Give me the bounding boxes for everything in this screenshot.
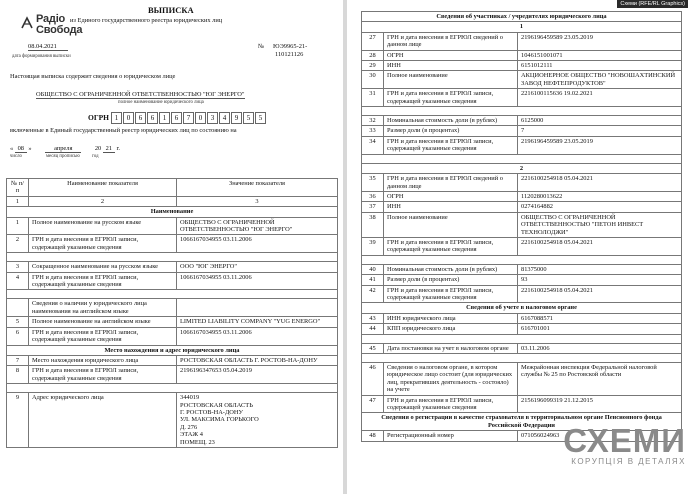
row-label: Дата постановки на учет в налоговом органе (384, 343, 518, 353)
table-row (362, 313, 682, 323)
table-row (7, 235, 338, 253)
table-row (362, 89, 682, 107)
table-header (7, 179, 338, 197)
row-number: 2 (7, 235, 29, 253)
extract-number-line2: 110121126 (275, 51, 304, 58)
row-number: 47 (362, 395, 384, 413)
state-date (10, 145, 120, 153)
table-row (362, 126, 682, 136)
row-label: ГРН и дата внесения в ЕГРЮЛ записи, содержащей указанные сведения (384, 395, 518, 413)
row-value: 616701001 (518, 324, 682, 334)
row-label: Полное наименование на английском языке (29, 317, 177, 327)
row-value: 6151012111 (518, 61, 682, 71)
ogrn-digit: 3 (207, 112, 218, 124)
ogrn-digit: 0 (123, 112, 134, 124)
index-2: 2 (29, 196, 177, 206)
row-value: РОСТОВСКАЯ ОБЛАСТЬ Г. РОСТОВ-НА-ДОНУ (177, 355, 338, 365)
section-name: Наименование (7, 207, 338, 217)
section-row (362, 303, 682, 313)
table-row (362, 32, 682, 50)
table-row (362, 71, 682, 89)
table-row (7, 217, 338, 235)
intro-text: Настоящая выписка содержит сведения о юридическом лице (10, 73, 176, 80)
row-number: 45 (362, 343, 384, 353)
row-label: Сокращенное наименование на русском языке (29, 262, 177, 272)
ogrn-boxes (111, 112, 267, 124)
table-row (7, 327, 338, 345)
row-number: 41 (362, 275, 384, 285)
state-year: 21 (103, 145, 115, 153)
row-number: 8 (7, 366, 29, 384)
group-row (362, 154, 682, 163)
radio-logo-line2: Свобода (36, 24, 83, 36)
row-number: 4 (7, 272, 29, 290)
row-label: ИНН юридического лица (384, 313, 518, 323)
row-value: ОБЩЕСТВО С ОГРАНИЧЕННОЙ ОТВЕТСТВЕННОСТЬЮ "ПЕТОН ИНВЕСТ ТЕХНОЛОДЖИ" (518, 212, 682, 237)
extract-table-left (6, 178, 338, 448)
table-row (362, 395, 682, 413)
table-row (7, 272, 338, 290)
row-number: 7 (7, 355, 29, 365)
row-value: 2196196459589 23.05.2019 (518, 136, 682, 154)
row-value: 1066167034955 03.11.2006 (177, 327, 338, 345)
row-number: 5 (7, 317, 29, 327)
row-value: 1066167034955 03.11.2006 (177, 235, 338, 253)
group-row (362, 163, 682, 173)
row-number: 42 (362, 285, 384, 303)
ogrn-label: ОГРН (88, 113, 110, 122)
ogrn-digit: 6 (171, 112, 182, 124)
row-number: 46 (362, 363, 384, 396)
state-quote-open: « (10, 145, 14, 152)
row-value: 93 (518, 275, 682, 285)
row-number: 48 (362, 431, 384, 441)
row-number: 9 (7, 393, 29, 448)
table-row (362, 237, 682, 255)
row-value: 2216100254918 05.04.2021 (518, 174, 682, 192)
table-row (7, 262, 338, 272)
row-value: 1066167034955 03.11.2006 (177, 272, 338, 290)
row-label: ГРН и дата внесения в ЕГРЮЛ записи, содержащей указанные сведения (384, 285, 518, 303)
table-row (7, 317, 338, 327)
skhemy-brand: СХЕМИ (563, 422, 686, 459)
table-row (362, 324, 682, 334)
row-label: ГРН и дата внесения в ЕГРЮЛ записи, содержащей указанные сведения (384, 237, 518, 255)
ogrn-digit: 1 (111, 112, 122, 124)
row-number: 29 (362, 61, 384, 71)
table-row (362, 275, 682, 285)
row-label: ГРН и дата внесения в ЕГРЮЛ записи, содержащей указанные сведения (384, 136, 518, 154)
row-label: Регистрационный номер (384, 431, 518, 441)
table-row (7, 299, 338, 317)
state-year-prefix: 20 (94, 145, 102, 152)
row-number: 40 (362, 264, 384, 274)
row-label: КПП юридического лица (384, 324, 518, 334)
table-row (362, 116, 682, 126)
ogrn-digit: 5 (243, 112, 254, 124)
row-label: ГРН и дата внесения в ЕГРЮЛ записи, содержащей указанные сведения (29, 235, 177, 253)
caption-year: год (92, 154, 99, 159)
state-day: 08 (15, 145, 27, 153)
section-address: Место нахождения и адрес юридического лица (7, 345, 338, 355)
left-rows-names (7, 217, 338, 345)
table-row (362, 50, 682, 60)
table-row (7, 393, 338, 448)
section-pension: Сведения о регистрации в качестве страхователя в территориальном органе Пенсионного фонда Российской Федерации (362, 413, 682, 431)
skhemy-watermark (563, 424, 686, 466)
row-number: 3 (7, 262, 29, 272)
extract-number-line1: ЮЭ9965-21- (273, 43, 308, 50)
row-label: ГРН и дата внесения в ЕГРЮЛ сведений о данном лице (384, 32, 518, 50)
left-rows-address (7, 355, 338, 447)
row-label: Полное наименование (384, 71, 518, 89)
row-value: 071056024963 (518, 431, 682, 441)
state-quote-close: » (28, 145, 32, 152)
table-row (362, 363, 682, 396)
row-value: 1046151001071 (518, 50, 682, 60)
table-index-row (7, 196, 338, 206)
row-number: 38 (362, 212, 384, 237)
row-label: ГРН и дата внесения в ЕГРЮЛ сведений о данном лице (384, 174, 518, 192)
header-name: Наименование показателя (29, 179, 177, 197)
row-value: 1120280013622 (518, 191, 682, 201)
row-label: ГРН и дата внесения в ЕГРЮЛ записи, содержащей указанные сведения (29, 366, 177, 384)
ogrn-digit: 9 (231, 112, 242, 124)
row-label: Номинальная стоимость доли (в рублях) (384, 264, 518, 274)
row-number: 37 (362, 202, 384, 212)
row-value: 7 (518, 126, 682, 136)
row-number: 33 (362, 126, 384, 136)
row-number: 31 (362, 89, 384, 107)
row-label: Номинальная стоимость доли (в рублях) (384, 116, 518, 126)
row-value: ОБЩЕСТВО С ОГРАНИЧЕННОЙ ОТВЕТСТВЕННОСТЬЮ "ЮГ ЭНЕРГО" (177, 217, 338, 235)
table-row (362, 285, 682, 303)
header-num: № п/п (7, 179, 29, 197)
row-number: 34 (362, 136, 384, 154)
row-value: 2196196459589 23.05.2019 (518, 32, 682, 50)
caption-month: месяц прописью (46, 154, 80, 159)
row-value: АКЦИОНЕРНОЕ ОБЩЕСТВО "НОВОШАХТИНСКИЙ ЗАВОД НЕФТЕПРОДУКТОВ" (518, 71, 682, 89)
right-rows-tax (362, 313, 682, 413)
table-row (362, 61, 682, 71)
row-number: 35 (362, 174, 384, 192)
row-label: Размер доли (в процентах) (384, 126, 518, 136)
table-row (362, 136, 682, 154)
founder-group-1: 1 (362, 22, 682, 32)
row-value: 2156196099319 21.12.2015 (518, 395, 682, 413)
row-number (7, 299, 29, 317)
row-label: ОГРН (384, 50, 518, 60)
company-full-name: ОБЩЕСТВО С ОГРАНИЧЕННОЙ ОТВЕТСТВЕННОСТЬЮ "ЮГ ЭНЕРГО" (36, 91, 245, 98)
index-1: 1 (7, 196, 29, 206)
extract-date-caption: дата формирования выписки (12, 54, 71, 59)
row-label: Размер доли (в процентах) (384, 275, 518, 285)
row-value: 81375000 (518, 264, 682, 274)
row-number: 30 (362, 71, 384, 89)
company-name-caption: полное наименование юридического лица (118, 100, 204, 105)
group-row (362, 22, 682, 32)
row-label: Сведения о налоговом органе, в котором юридическое лицо состоит (для юридических лиц, прекративших деятельность - состояло) на учете (384, 363, 518, 396)
row-value: 03.11.2006 (518, 343, 682, 353)
row-label: Место нахождения юридического лица (29, 355, 177, 365)
row-number: 39 (362, 237, 384, 255)
row-number: 6 (7, 327, 29, 345)
row-label: ГРН и дата внесения в ЕГРЮЛ записи, содержащей указанные сведения (29, 327, 177, 345)
skhemy-tagline: КОРУПЦІЯ В ДЕТАЛЯХ (571, 457, 686, 466)
radio-logo-line1: Радіо (36, 13, 66, 25)
table-row (362, 343, 682, 353)
table-row (362, 212, 682, 237)
caption-day: число (10, 154, 22, 159)
header-value: Значение показателя (177, 179, 338, 197)
section-founders: Сведения об участниках / учредителях юридического лица (362, 12, 682, 22)
table-row (7, 355, 338, 365)
founder-group-2: 2 (362, 163, 682, 173)
row-label: Полное наименование (384, 212, 518, 237)
row-label: Адрес юридического лица (29, 393, 177, 448)
right-rows-founder2 (362, 174, 682, 303)
table-row (362, 191, 682, 201)
table-row (362, 264, 682, 274)
row-label: Полное наименование на русском языке (29, 217, 177, 235)
row-label: ИНН (384, 202, 518, 212)
table-row (7, 366, 338, 384)
row-value: 2216100254918 05.04.2021 (518, 237, 682, 255)
row-value: 2216100115636 19.02.2021 (518, 89, 682, 107)
row-label: ИНН (384, 61, 518, 71)
row-label: Сведения о наличии у юридического лица наименования на английском языке (29, 299, 177, 317)
section-tax: Сведения об учете в налоговом органе (362, 303, 682, 313)
row-number: 1 (7, 217, 29, 235)
extract-page-right (347, 0, 690, 494)
row-number: 27 (362, 32, 384, 50)
number-sign: № (258, 43, 265, 50)
row-value (177, 299, 338, 317)
row-number: 44 (362, 324, 384, 334)
row-value: 6167088571 (518, 313, 682, 323)
state-year-suffix: г. (116, 145, 120, 152)
row-label: ОГРН (384, 191, 518, 201)
ogrn-digit: 6 (147, 112, 158, 124)
ogrn-digit: 0 (195, 112, 206, 124)
ogrn-digit: 6 (135, 112, 146, 124)
row-value: 2196196347653 05.04.2019 (177, 366, 338, 384)
document-title: ВЫПИСКА (148, 5, 194, 15)
row-value: 6125000 (518, 116, 682, 126)
ogrn-digit: 1 (159, 112, 170, 124)
state-month: апреля (45, 145, 81, 153)
row-value: ООО "ЮГ ЭНЕРГО" (177, 262, 338, 272)
credit-badge: Схеми (RFE/RL Graphics) (617, 0, 688, 8)
row-number: 28 (362, 50, 384, 60)
row-number: 43 (362, 313, 384, 323)
row-value: 344019 РОСТОВСКАЯ ОБЛАСТЬ Г. РОСТОВ-НА-ДОНУ УЛ. МАКСИМА ГОРЬКОГО Д. 276 ЭТАЖ 4 ПОМЕЩ. 23 (177, 393, 338, 448)
extract-page-left (0, 0, 343, 494)
index-3: 3 (177, 196, 338, 206)
included-text: включенные в Единый государственный реестр юридических лиц по состоянию на (10, 127, 237, 134)
extract-date: 08.04.2021 (28, 43, 68, 51)
section-row (7, 207, 338, 217)
ogrn-digit: 7 (183, 112, 194, 124)
section-row (362, 12, 682, 22)
ogrn-digit: 5 (255, 112, 266, 124)
row-number: 36 (362, 191, 384, 201)
row-value: Межрайонная инспекция Федеральной налоговой службы № 25 по Ростовской области (518, 363, 682, 396)
right-rows-founder1 (362, 32, 682, 154)
row-number: 32 (362, 116, 384, 126)
row-value: 2216100254918 05.04.2021 (518, 285, 682, 303)
extract-table-right (361, 11, 682, 442)
table-row (362, 202, 682, 212)
row-label: ГРН и дата внесения в ЕГРЮЛ записи, содержащей указанные сведения (384, 89, 518, 107)
table-row (362, 174, 682, 192)
row-label: ГРН и дата внесения в ЕГРЮЛ записи, содержащей указанные сведения (29, 272, 177, 290)
row-value: LIMITED LIABILITY COMPANY "YUG ENERGO" (177, 317, 338, 327)
section-row (7, 345, 338, 355)
radio-logo-icon (20, 16, 34, 30)
row-value: 0274164882 (518, 202, 682, 212)
ogrn-digit: 4 (219, 112, 230, 124)
document-subtitle: из Единого государственного реестра юридических лиц (70, 17, 223, 24)
